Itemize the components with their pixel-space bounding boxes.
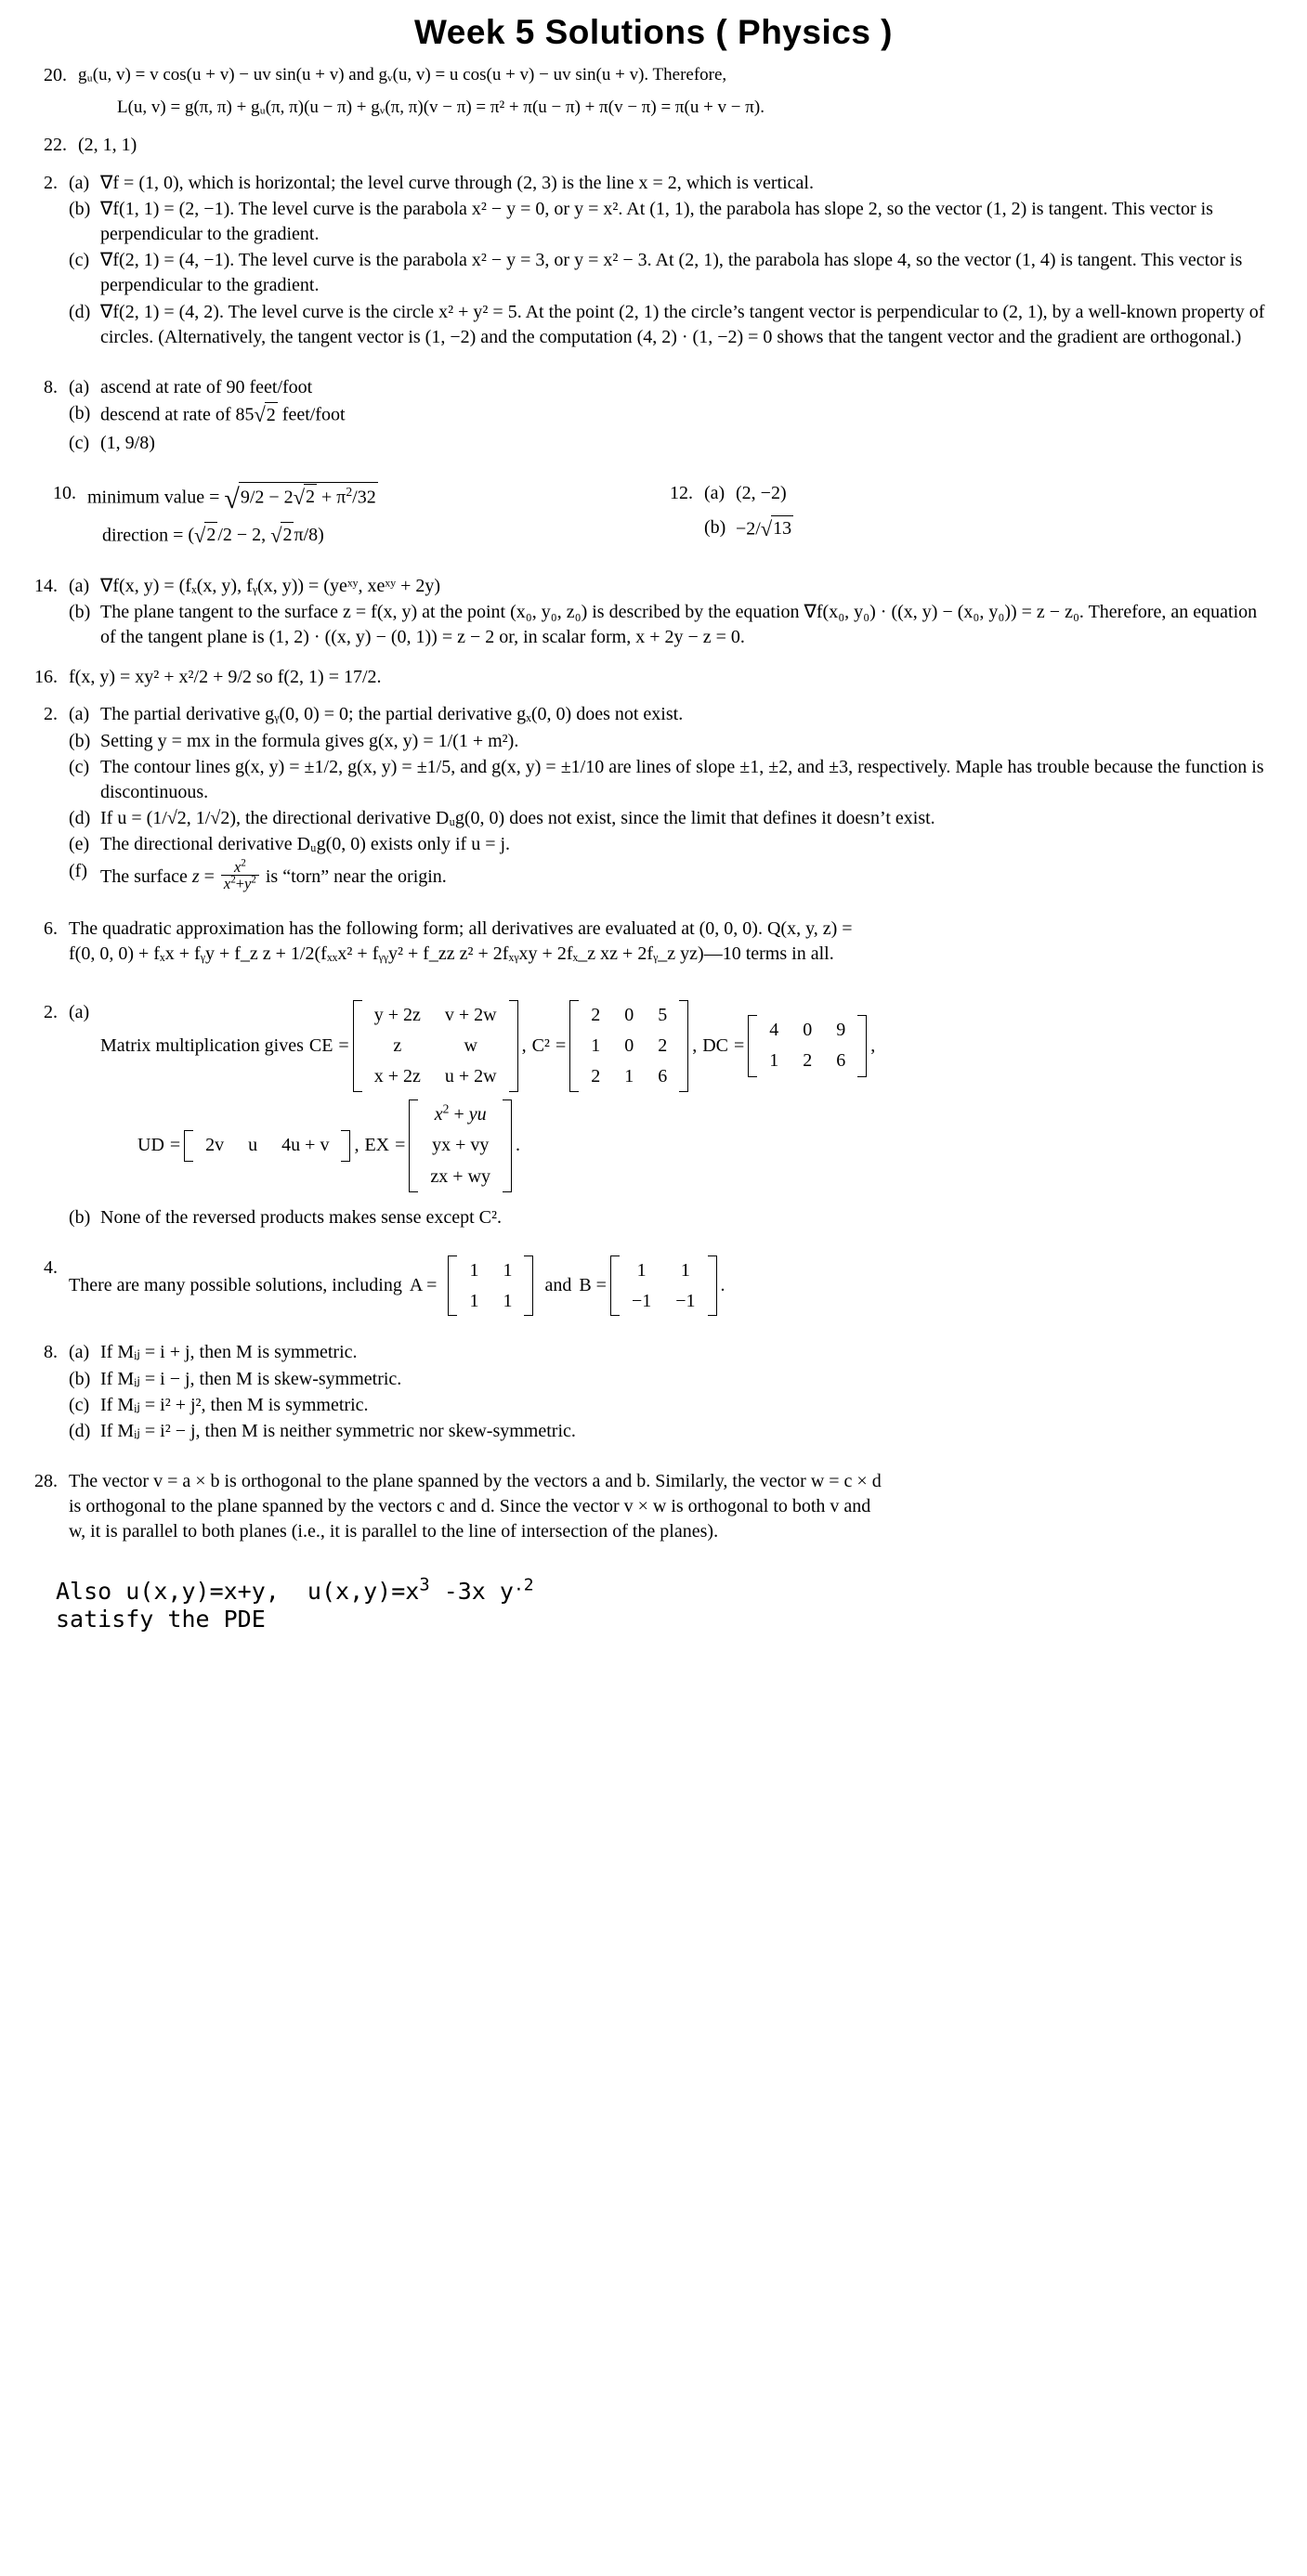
- part-a: [69, 171, 1270, 196]
- matrix-cell: 0: [624, 1004, 634, 1025]
- problem-6-line-2: f(0, 0, 0) + fₓx + fᵧy + f_z z + 1/2(fₓₓx² + fᵧᵧy² + f_zz z² + 2fₓᵧxy + 2fₓ_z xz + 2fᵧ_z yz)—10 terms in all.: [69, 943, 834, 964]
- problem-28-line-2: is orthogonal to the plane spanned by the vectors c and d. Since the vector v × w is orthogonal to both v and: [69, 1496, 871, 1517]
- problem-28-line-3: w, it is parallel to both planes (i.e., it is parallel to the line of intersection of the planes).: [69, 1520, 719, 1542]
- part-text: ∇f(x, y) = (fₓ(x, y), fᵧ(x, y)) = (yeˣʸ, xeˣʸ + 2y): [100, 576, 441, 597]
- part-label: (e): [69, 834, 90, 855]
- part-label: (a): [69, 1342, 90, 1363]
- matrix-cell: 2: [658, 1034, 668, 1056]
- part-a: [69, 702, 1270, 727]
- matrix-cell: z: [393, 1034, 402, 1056]
- part-text: descend at rate of 85√2 feet/foot: [100, 403, 346, 427]
- problem-number: 6.: [44, 917, 58, 939]
- problem-body: [69, 917, 1274, 967]
- part-text: The partial derivative gᵧ(0, 0) = 0; the partial derivative gₓ(0, 0) does not exist.: [100, 704, 684, 725]
- part-a: [69, 574, 1270, 599]
- problem-12: [641, 481, 1307, 547]
- direction-value: (√2 /2 − 2, √2 π/8): [188, 524, 324, 548]
- part-c: [69, 755, 1270, 805]
- matrix-cell: 1: [624, 1065, 634, 1086]
- part-text: ascend at rate of 90 feet/foot: [100, 377, 313, 398]
- matrix-label-B: B =: [579, 1275, 607, 1296]
- part-label: (b): [69, 1368, 91, 1389]
- problem-2-partials: [9, 702, 1307, 892]
- part-label: (d): [69, 1421, 91, 1442]
- matrix-cell: 2v: [205, 1135, 225, 1156]
- part-label: (f): [69, 860, 87, 881]
- part-c: [69, 1393, 1307, 1418]
- part-label: (a): [69, 1001, 90, 1022]
- matrix-cell: 1: [469, 1259, 479, 1281]
- part-text: −2/√13: [736, 517, 792, 541]
- part-label: (b): [69, 602, 91, 623]
- problem-body: [69, 1000, 1288, 1231]
- part-label: (a): [69, 172, 90, 193]
- problem-number: 22.: [44, 134, 67, 155]
- matrix-UD: [184, 1130, 350, 1161]
- part-label: (a): [69, 377, 90, 398]
- part-text: (1, 9/8): [100, 432, 155, 453]
- matrix-label-A: A =: [409, 1275, 438, 1296]
- part-label: (b): [69, 1206, 91, 1228]
- problem-22-text: (2, 1, 1): [78, 134, 137, 155]
- problem-20: [28, 63, 1307, 120]
- part-b: [69, 401, 1307, 429]
- part-text: ∇f(2, 1) = (4, −1). The level curve is the parabola x² − y = 3, or y = x² − 3. At (2, 1), the parabola has slope 4, so the vector (1, 4) is tangent. This vector is perpendicular to the gradient.: [100, 250, 1243, 296]
- problem-number: 14.: [34, 576, 58, 597]
- part-label: (b): [69, 198, 91, 219]
- matrix-cell: v + 2w: [444, 1004, 497, 1025]
- problem-22: [28, 133, 1307, 158]
- solutions-document: [0, 13, 1307, 2576]
- part-text: The directional derivative Dᵤg(0, 0) exists only if u = j.: [100, 834, 511, 855]
- problem-8-rates: [13, 375, 1307, 457]
- direction-line: [102, 522, 641, 550]
- part-label: (b): [69, 730, 91, 751]
- matrix-cell: 1: [636, 1259, 647, 1281]
- part-text: The plane tangent to the surface z = f(x, y) at the point (x₀, y₀, z₀) is described by the equation ∇f(x₀, y₀) · ((x, y) − (x₀, y₀)) = z − z₀. Therefore, an equation of the tangent plane is (1, 2) · ((x, y) − (0, 1)) = z − 2 or, in scalar form, x + 2y − z = 0.: [100, 602, 1258, 648]
- part-label: (a): [69, 704, 90, 725]
- part-text: (2, −2): [736, 482, 787, 503]
- part-b: [69, 600, 1270, 650]
- problem-2-matrices: [9, 1000, 1307, 1231]
- matrix-C2: [569, 1000, 688, 1093]
- matrix-cell: −1: [675, 1290, 696, 1311]
- problem-number: 2.: [44, 172, 58, 193]
- part-label: (d): [69, 808, 91, 829]
- matrix-cell: zx + wy: [430, 1165, 491, 1187]
- matrix-cell: 2: [803, 1050, 813, 1072]
- problem-number: 10.: [53, 482, 76, 503]
- part-label: (a): [69, 576, 90, 597]
- problem-body: [69, 1469, 1270, 1543]
- part-label: (b): [69, 403, 91, 424]
- matrix-cell: w: [464, 1034, 477, 1056]
- footer-line-2: satisfy the PDE: [56, 1606, 266, 1633]
- problem-body: [69, 702, 1270, 892]
- part-d: [69, 300, 1270, 350]
- problem-16-text: f(x, y) = xy² + x²/2 + 9/2 so f(2, 1) = 17/2.: [69, 666, 382, 687]
- problem-number: 20.: [44, 65, 67, 85]
- problem-number: 2.: [44, 704, 58, 725]
- matrix-name-C2: C²: [531, 1034, 550, 1056]
- problem-10: [28, 481, 641, 552]
- part-label: (c): [69, 250, 90, 271]
- matrix-cell: 1: [469, 1290, 479, 1311]
- minimum-label: minimum value =: [87, 487, 220, 508]
- problem-number: 4.: [44, 1256, 58, 1278]
- problems-10-and-12: [28, 481, 1307, 552]
- problem-4-intro: There are many possible solutions, including: [69, 1275, 402, 1296]
- matrix-cell: 0: [624, 1034, 634, 1056]
- part-text: If Mᵢⱼ = i² + j², then M is symmetric.: [100, 1394, 369, 1415]
- problem-28-cross-products: [9, 1469, 1307, 1543]
- part-text: If Mᵢⱼ = i + j, then M is symmetric.: [100, 1342, 358, 1363]
- matrix-cell: 6: [658, 1065, 668, 1086]
- matrix-cell: 2: [591, 1065, 601, 1086]
- problem-body: [69, 375, 1307, 457]
- matrix-CE: [353, 1000, 518, 1093]
- matrix-cell: yx + vy: [432, 1135, 490, 1156]
- matrix-cell: 1: [769, 1050, 779, 1072]
- matrix-cell: 0: [803, 1020, 813, 1041]
- matrix-cell: 2: [591, 1004, 601, 1025]
- matrix-A: [448, 1255, 533, 1317]
- problem-16: [13, 665, 1307, 690]
- radical-icon: √: [224, 483, 240, 514]
- problem-20-line-2: L(u, v) = g(π, π) + gᵤ(π, π)(u − π) + gᵥ(π, π)(v − π) = π² + π(u − π) + π(v − π) = π(u + v − π).: [117, 98, 765, 118]
- part-text: ∇f(2, 1) = (4, 2). The level curve is the circle x² + y² = 5. At the point (2, 1) the circle’s tangent vector is perpendicular to (2, 1), by a well-known property of circles. (Alternatively, the tangent vector is (1, −2) and the computation (4, 2) · (1, −2) = 0 shows that the tangent vector and the gradient are orthogonal.): [100, 301, 1265, 347]
- part-b: [69, 1367, 1307, 1392]
- problem-body: [69, 1340, 1307, 1445]
- part-text: None of the reversed products makes sense except C².: [100, 1206, 502, 1228]
- problem-4-row: [69, 1255, 1307, 1317]
- part-label: (c): [69, 756, 90, 777]
- problem-4-matrices: [13, 1255, 1307, 1317]
- problem-number: 8.: [44, 377, 58, 398]
- part-b: [69, 729, 1270, 754]
- matrix-equation-row-2: UD = 2v u 4u + v , EX = $x^2$ + yu yx + vy zx + wy .: [137, 1099, 1288, 1192]
- part-b: [704, 515, 1307, 543]
- matrix-cell: 5: [658, 1004, 668, 1025]
- part-label: (b): [704, 517, 726, 539]
- part-a: [704, 481, 1307, 506]
- part-label: (c): [69, 432, 90, 453]
- matrix-cell: −1: [631, 1290, 652, 1311]
- matrix-cell: x + 2z: [373, 1065, 421, 1086]
- part-label: (a): [704, 482, 725, 503]
- matrix-cell: 6: [836, 1050, 846, 1072]
- problem-number: 28.: [34, 1471, 58, 1492]
- problem-20-line-1: gᵤ(u, v) = v cos(u + v) − uv sin(u + v) and gᵥ(u, v) = u cos(u + v) − uv sin(u + v). Therefore,: [78, 65, 727, 85]
- problem-number: 12.: [670, 482, 693, 503]
- matrix-EX: [409, 1099, 512, 1192]
- matrix-cell: 1: [503, 1259, 513, 1281]
- matrix-cell: y + 2z: [373, 1004, 421, 1025]
- part-d: [69, 806, 1270, 831]
- matrix-cell: 1: [503, 1290, 513, 1311]
- direction-label: direction =: [102, 525, 184, 546]
- matrix-name-CE: CE: [308, 1034, 333, 1056]
- problem-body: [78, 63, 1307, 120]
- problem-number: 2.: [44, 1001, 58, 1022]
- matrix-cell: 1: [591, 1034, 601, 1056]
- and-label: and: [544, 1275, 572, 1296]
- part-b: [69, 1205, 1288, 1230]
- part-a: [69, 1340, 1307, 1365]
- matrix-cell: 9: [836, 1020, 846, 1041]
- footer-line-1: Also u(x,y)=x+y, $u(x,y)=x^3$ -3x $y^{.2}$: [56, 1575, 534, 1605]
- matrix-cell: $x^2$ + yu: [434, 1101, 487, 1125]
- part-b: [69, 197, 1270, 247]
- problem-2-gradients: [9, 171, 1307, 351]
- problem-6-line-1: The quadratic approximation has the following form; all derivatives are evaluated at (0, 0, 0). Q(x, y, z) =: [69, 917, 853, 939]
- period: .: [720, 1275, 725, 1296]
- part-label: (c): [69, 1394, 90, 1415]
- part-text: The surface z = $\frac{x^2}{x^2+y^2}$ is “torn” near the origin.: [100, 857, 447, 892]
- part-text: Setting y = mx in the formula gives g(x, y) = 1/(1 + m²).: [100, 730, 519, 751]
- part-e: [69, 832, 1270, 857]
- matrix-name-UD: UD: [137, 1135, 164, 1156]
- matrix-name-EX: EX: [364, 1135, 390, 1156]
- part-c: [69, 248, 1270, 298]
- problem-body: [69, 574, 1270, 652]
- problem-28-line-1: The vector v = a × b is orthogonal to the plane spanned by the vectors a and b. Similarly, the vector w = c × d: [69, 1471, 882, 1492]
- matrix-cell: 1: [680, 1259, 690, 1281]
- matrix-cell: u: [248, 1135, 258, 1156]
- matrix-intro: Matrix multiplication gives: [100, 1034, 304, 1056]
- footer-note: [56, 1575, 1307, 1634]
- part-text: If u = (1/√2, 1/√2), the directional derivative Dᵤg(0, 0) does not exist, since the limit that defines it doesn’t exist.: [100, 808, 935, 829]
- part-a: [69, 375, 1307, 400]
- part-a: [69, 1000, 1288, 1192]
- part-f: [69, 859, 1270, 891]
- matrix-B: [610, 1255, 717, 1317]
- part-d: [69, 1419, 1307, 1444]
- part-label: (d): [69, 301, 91, 322]
- part-text: The contour lines g(x, y) = ±1/2, g(x, y) = ±1/5, and g(x, y) = ±1/10 are lines of slope ±1, ±2, and ±3, respectively. Maple has trouble because the function is discontinuous.: [100, 756, 1264, 802]
- part-c: [69, 431, 1307, 456]
- part-text: ∇f(1, 1) = (2, −1). The level curve is the parabola x² − y = 0, or y = x². At (1, 1), the parabola has slope 2, so the vector (1, 2) is tangent. This vector is perpendicular to the gradient.: [100, 198, 1213, 245]
- matrix-cell: 4u + v: [281, 1135, 330, 1156]
- problem-8-symmetry: [13, 1340, 1307, 1445]
- part-text: If Mᵢⱼ = i² − j, then M is neither symmetric nor skew-symmetric.: [100, 1421, 576, 1442]
- part-text: ∇f = (1, 0), which is horizontal; the level curve through (2, 3) is the line x = 2, which is vertical.: [100, 172, 814, 193]
- matrix-DC: [748, 1015, 867, 1076]
- page-title: Week 5 Solutions ( Physics ): [413, 13, 894, 51]
- matrix-cell: u + 2w: [444, 1065, 497, 1086]
- matrix-name-DC: DC: [702, 1034, 729, 1056]
- problem-14: [9, 574, 1307, 652]
- problem-6-quadratic: [13, 917, 1307, 967]
- minimum-value-line: minimum value = $√9/2 - 2√2 + \pi^2/32$: [87, 481, 641, 518]
- part-text: If Mᵢⱼ = i − j, then M is skew-symmetric.: [100, 1368, 402, 1389]
- problem-number: 16.: [34, 666, 58, 687]
- matrix-cell: 4: [769, 1020, 779, 1041]
- problem-body: [69, 171, 1270, 351]
- matrix-equation-row-1: Matrix multiplication gives CE = y + 2z v + 2w z w x + 2z u + 2w , C² = 2 0 5 1 0 2 2 1 6 , DC = 4 0 9 1 2 6 ,: [100, 1000, 1288, 1093]
- problem-number: 8.: [44, 1342, 58, 1363]
